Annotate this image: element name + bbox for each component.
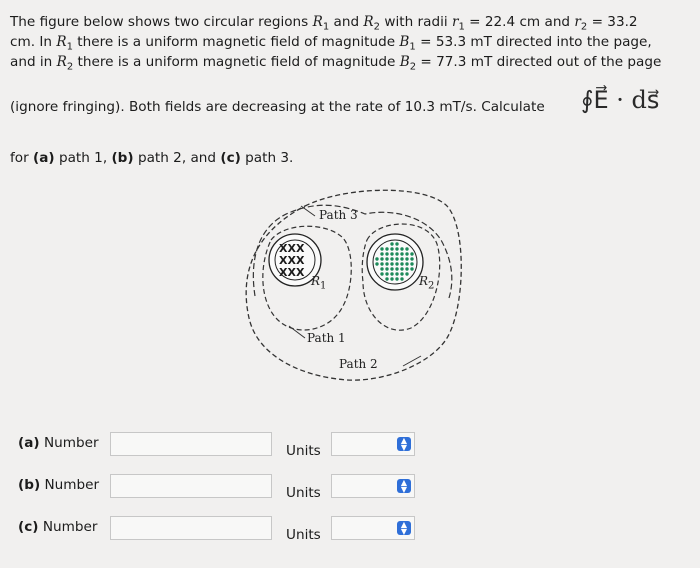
up-down-chevron-icon[interactable]: ▲ ▼ [397, 521, 411, 535]
field-dot [405, 262, 408, 265]
field-dot [385, 247, 388, 250]
label-path-3: Path 3 [319, 208, 358, 222]
field-dot [390, 257, 393, 260]
field-dot [405, 252, 408, 255]
field-dot [395, 257, 398, 260]
field-dot [410, 257, 413, 260]
answer-label-a: (a) Number [18, 435, 99, 451]
field-into-page-crosses [279, 242, 305, 279]
field-dot [390, 262, 393, 265]
problem-line-1: The figure below shows two circular regions $R_1$ and $R_2$ with radii $r_1 = 22.4$ cm and $r_2 = 33.2$ [10, 14, 638, 33]
field-dot [380, 252, 383, 255]
field-dot [385, 262, 388, 265]
answer-row-c [0, 519, 700, 553]
problem-text [10, 12, 694, 72]
field-dot [385, 257, 388, 260]
leader-path3 [301, 206, 315, 216]
leader-path1 [289, 326, 305, 338]
number-input-c[interactable] [110, 516, 272, 540]
units-select-a[interactable] [331, 432, 415, 456]
circuit-path-figure [235, 178, 475, 388]
field-dot [400, 252, 403, 255]
field-dot [380, 247, 383, 250]
cross-row: XXX [279, 266, 305, 279]
field-dot [395, 272, 398, 275]
field-dot [380, 257, 383, 260]
field-dot [380, 262, 383, 265]
number-input-a[interactable] [110, 432, 272, 456]
field-dot [400, 262, 403, 265]
field-dot [395, 242, 398, 245]
cross-row: XXX [279, 254, 305, 267]
field-dot [385, 272, 388, 275]
label-r1: $R_1$ [311, 274, 327, 292]
field-dot [410, 267, 413, 270]
up-down-chevron-icon[interactable]: ▲ ▼ [397, 479, 411, 493]
line-integral-symbol: ∮E⃗ · ds⃗ [581, 86, 660, 114]
field-dot [400, 267, 403, 270]
region-r2 [367, 234, 423, 290]
problem-line-3: and in $R_2$ there is a uniform magnetic field of magnitude $B_2 = 77.3$ mT directed out of the page [10, 54, 662, 73]
label-r2: $R_2$ [419, 274, 435, 292]
problem-line-5: for (a) path 1, (b) path 2, and (c) path 3. [10, 150, 294, 166]
field-dot [390, 272, 393, 275]
field-dot [405, 257, 408, 260]
field-dot [385, 252, 388, 255]
field-dot [405, 247, 408, 250]
field-dot [390, 247, 393, 250]
field-dot [405, 267, 408, 270]
label-path-1: Path 1 [307, 331, 346, 345]
number-input-b[interactable] [110, 474, 272, 498]
field-dot [390, 242, 393, 245]
field-dot [400, 257, 403, 260]
answer-label-b: (b) Number [18, 477, 100, 493]
field-dot [385, 277, 388, 280]
field-dot [375, 257, 378, 260]
field-dot [400, 247, 403, 250]
field-dot [375, 262, 378, 265]
answer-row-b [0, 477, 700, 511]
units-select-c[interactable] [331, 516, 415, 540]
field-dot [390, 277, 393, 280]
field-dot [410, 252, 413, 255]
field-dot [395, 262, 398, 265]
field-dot [380, 272, 383, 275]
up-down-chevron-icon[interactable]: ▲ ▼ [397, 437, 411, 451]
leader-path2 [403, 356, 421, 366]
units-label-a: Units [286, 443, 321, 459]
problem-line-2: cm. In $R_1$ there is a uniform magnetic field of magnitude $B_1 = 53.3$ mT directed into the page, [10, 34, 652, 53]
answer-label-c: (c) Number [18, 519, 98, 535]
field-dot [380, 267, 383, 270]
field-dot [395, 252, 398, 255]
label-path-2: Path 2 [339, 357, 378, 371]
field-dot [400, 272, 403, 275]
field-dot [385, 267, 388, 270]
units-label-c: Units [286, 527, 321, 543]
field-dot [410, 262, 413, 265]
units-select-b[interactable] [331, 474, 415, 498]
cross-row: XXX [279, 242, 305, 255]
field-dot [395, 247, 398, 250]
field-dot [395, 277, 398, 280]
answer-row-a [0, 435, 700, 469]
field-dot [400, 277, 403, 280]
field-dot [390, 252, 393, 255]
field-dot [405, 272, 408, 275]
problem-line-4: (ignore fringing). Both fields are decreasing at the rate of 10.3 mT/s. Calculate [10, 99, 545, 115]
field-dot [390, 267, 393, 270]
field-dot [395, 267, 398, 270]
units-label-b: Units [286, 485, 321, 501]
